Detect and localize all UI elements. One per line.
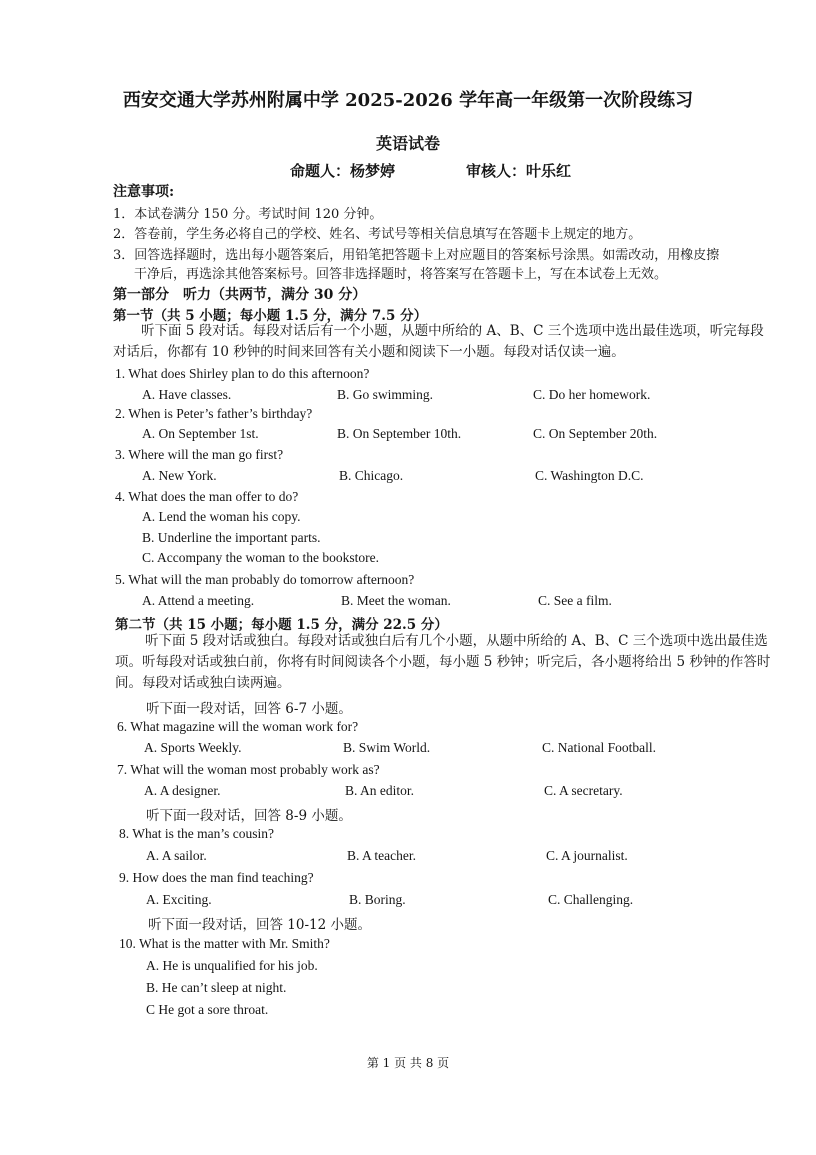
- option-b: B. Chicago.: [339, 468, 404, 483]
- option-c: C. Do her homework.: [533, 387, 651, 402]
- option-c: C He got a sore throat.: [146, 1002, 269, 1017]
- section2-heading: 第二节（共 15 小题；每小题 1.5 分，满分 22.5 分）: [115, 617, 448, 633]
- author-label: 命题人：杨梦婷: [290, 162, 396, 180]
- note-item: 1．本试卷满分 150 分。考试时间 120 分钟。: [113, 207, 383, 222]
- section1-instructions: 听下面 5 段对话。每段对话后有一个小题，从题中所给的 A、B、C 三个选项中选出最佳选项，听完每段对话后，你都有 10 秒钟的时间来回答有关小题和阅读下一小题。每段对话仅读一遍。: [113, 323, 764, 360]
- option-a: A. Have classes.: [142, 387, 232, 402]
- exam-subject: 英语试卷: [375, 134, 440, 153]
- section1-heading: 第一节（共 5 小题；每小题 1.5 分，满分 7.5 分）: [113, 308, 428, 324]
- notes-heading: 注意事项:: [113, 184, 175, 200]
- option-b: B. Meet the woman.: [341, 593, 451, 608]
- option-a: A. Exciting.: [146, 892, 212, 907]
- option-a: A. On September 1st.: [142, 426, 259, 441]
- part1-heading: 第一部分 听力（共两节，满分 30 分）: [113, 287, 367, 303]
- option-b: B. Swim World.: [343, 740, 431, 755]
- option-c: C. See a film.: [538, 593, 612, 608]
- question-stem: 8. What is the man’s cousin?: [119, 826, 274, 841]
- question-stem: 6. What magazine will the woman work for?: [117, 719, 359, 734]
- note-item: 2．答卷前，学生务必将自己的学校、姓名、考试号等相关信息填写在答题卡上规定的地方。: [113, 227, 642, 242]
- option-c: C. A journalist.: [546, 848, 628, 863]
- option-a: A. New York.: [142, 468, 217, 483]
- note-item: 3．回答选择题时，选出每小题答案后，用铅笔把答题卡上对应题目的答案标号涂黑。如需改动，用橡皮擦: [113, 248, 720, 263]
- question-stem: 2. When is Peter’s father’s birthday?: [115, 406, 313, 421]
- exam-title: 西安交通大学苏州附属中学 2025-2026 学年高一年级第一次阶段练习: [122, 90, 694, 111]
- option-c: C. National Football.: [542, 740, 656, 755]
- option-a: A. Attend a meeting.: [142, 593, 255, 608]
- option-c: C. Accompany the woman to the bookstore.: [142, 550, 379, 565]
- option-b: B. An editor.: [345, 783, 415, 798]
- option-b: B. Go swimming.: [337, 387, 434, 402]
- option-c: C. Washington D.C.: [535, 468, 644, 483]
- dialog-prompt: 听下面一段对话，回答 10-12 小题。: [148, 917, 372, 933]
- option-a: A. Lend the woman his copy.: [142, 509, 301, 524]
- option-b: B. He can’t sleep at night.: [146, 980, 287, 995]
- question-stem: 5. What will the man probably do tomorrow afternoon?: [115, 572, 415, 587]
- option-b: B. Underline the important parts.: [142, 530, 321, 545]
- reviewer-label: 审核人：叶乐红: [466, 162, 572, 180]
- option-c: C. A secretary.: [544, 783, 623, 798]
- option-a: A. A designer.: [144, 783, 221, 798]
- note-item: 干净后，再选涂其他答案标号。回答非选择题时，将答案写在答题卡上，写在本试卷上无效。: [134, 267, 668, 282]
- question-stem: 1. What does Shirley plan to do this afternoon?: [115, 366, 370, 381]
- option-c: C. On September 20th.: [533, 426, 658, 441]
- question-stem: 10. What is the matter with Mr. Smith?: [119, 936, 330, 951]
- question-stem: 7. What will the woman most probably work as?: [117, 762, 380, 777]
- option-a: A. He is unqualified for his job.: [146, 958, 318, 973]
- question-stem: 3. Where will the man go first?: [115, 447, 284, 462]
- dialog-prompt: 听下面一段对话，回答 8-9 小题。: [146, 808, 352, 824]
- dialog-prompt: 听下面一段对话，回答 6-7 小题。: [146, 701, 352, 717]
- option-b: B. On September 10th.: [337, 426, 462, 441]
- section2-instructions: 听下面 5 段对话或独白。每段对话或独白后有几个小题，从题中所给的 A、B、C 三个选项中选出最佳选项。听每段对话或独白前，你将有时间阅读各个小题，每小题 5 秒钟；听完后，各小题将给出 5 秒钟的作答时间。每段对话或独白读两遍。: [115, 633, 771, 691]
- option-c: C. Challenging.: [548, 892, 634, 907]
- page-number: 第 1 页 共 8 页: [366, 1056, 450, 1070]
- option-b: B. Boring.: [349, 892, 406, 907]
- option-a: A. Sports Weekly.: [144, 740, 242, 755]
- question-stem: 4. What does the man offer to do?: [115, 489, 299, 504]
- option-b: B. A teacher.: [347, 848, 416, 863]
- question-stem: 9. How does the man find teaching?: [119, 870, 314, 885]
- option-a: A. A sailor.: [146, 848, 207, 863]
